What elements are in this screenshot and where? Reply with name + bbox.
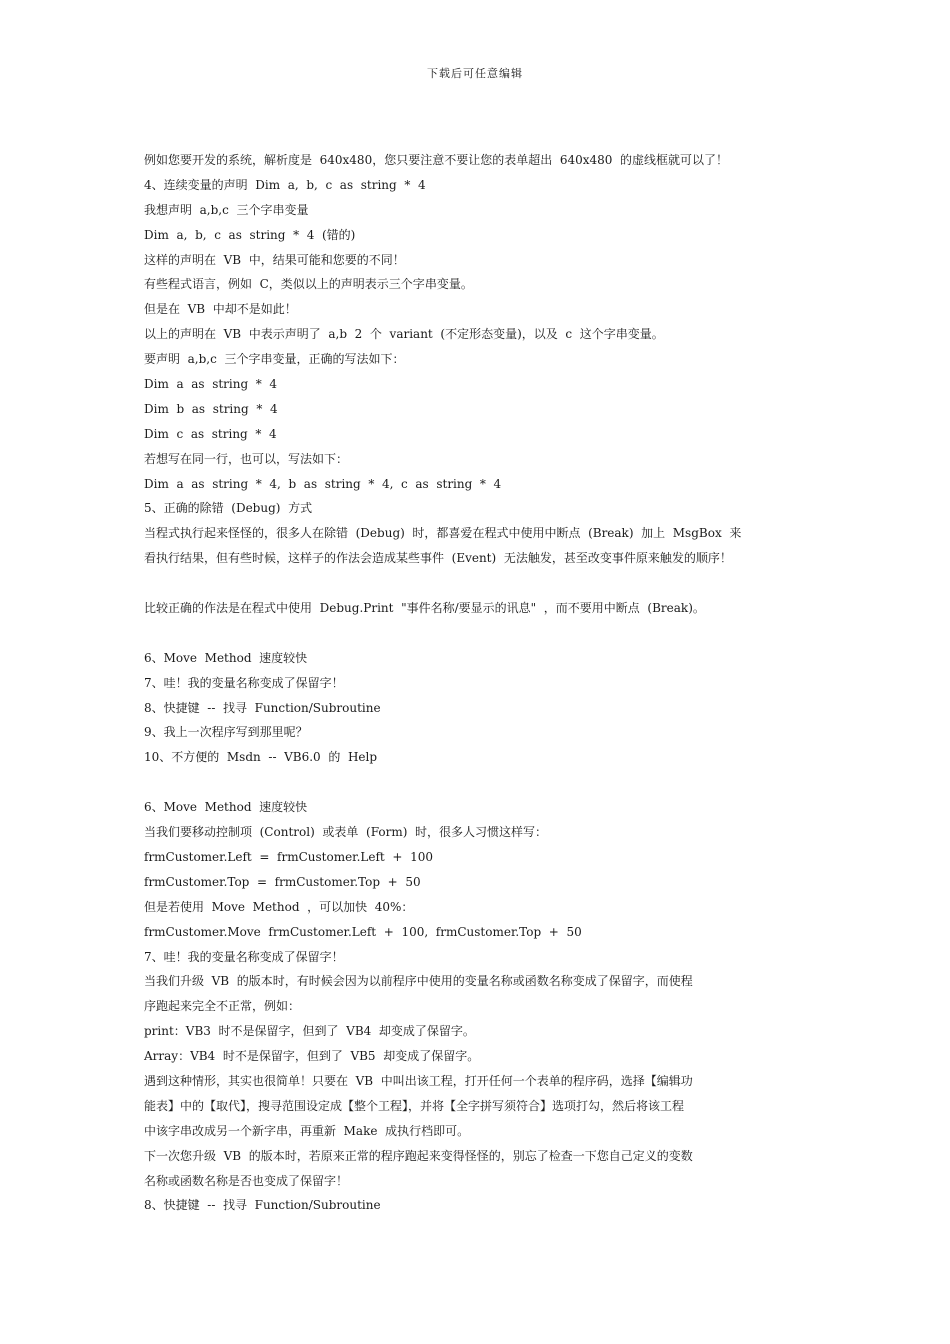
section-heading: 8、快捷键 -- 找寻 Function/Subroutine <box>144 1198 381 1213</box>
code-line: frmCustomer.Top = frmCustomer.Top + 50 <box>144 874 421 889</box>
text-line: 要声明 a,b,c 三个字串变量，正确的写法如下： <box>144 352 405 367</box>
text-line: 当我们升级 VB 的版本时，有时候会因为以前程序中使用的变量名称或函数名称变成了保留字，而使程 <box>144 974 693 989</box>
blank-line <box>144 571 874 596</box>
section-heading: 4、连续变量的声明 Dim a, b, c as string * 4 <box>144 177 426 192</box>
text-line: 若想写在同一行，也可以，写法如下： <box>144 451 349 466</box>
text-line: 序跑起来完全不正常，例如： <box>144 999 301 1014</box>
text-line: 能表】中的【取代】，搜寻范围设定成【整个工程】，并将【全字拼写须符合】选项打勾，然后将该工程 <box>144 1098 685 1113</box>
text-line: 中该字串改成另一个新字串，再重新 Make 成执行档即可。 <box>144 1123 470 1138</box>
toc-item: 8、快捷键 -- 找寻 Function/Subroutine <box>144 700 381 715</box>
text-line: 我想声明 a,b,c 三个字串变量 <box>144 202 309 217</box>
code-line: Dim a as string * 4 <box>144 377 278 392</box>
text-line: 但是若使用 Move Method ，可以加快 40%： <box>144 899 414 914</box>
toc-item: 7、哇！我的变量名称变成了保留字！ <box>144 675 344 690</box>
text-line: 这样的声明在 VB 中，结果可能和您要的不同！ <box>144 252 405 267</box>
section-heading: 7、哇！我的变量名称变成了保留字！ <box>144 949 344 964</box>
code-line: Dim a, b, c as string * 4 (错的) <box>144 227 356 242</box>
code-line: Dim c as string * 4 <box>144 426 277 441</box>
blank-line <box>144 770 874 795</box>
text-line: 下一次您升级 VB 的版本时，若原来正常的程序跑起来变得怪怪的，别忘了检查一下您自己定义的变数 <box>144 1148 693 1163</box>
blank-line <box>144 621 874 646</box>
section-heading: 5、正确的除错 (Debug) 方式 <box>144 501 313 516</box>
toc-item: 9、我上一次程序写到那里呢？ <box>144 725 308 740</box>
text-line: 当我们要移动控制项 (Control) 或表单 (Form) 时，很多人习惯这样写： <box>144 825 548 840</box>
code-line: Dim a as string * 4, b as string * 4, c as string * 4 <box>144 476 502 491</box>
code-line: frmCustomer.Left = frmCustomer.Left + 100 <box>144 849 433 864</box>
text-line: 例如您要开发的系统，解析度是 640x480，您只要注意不要让您的表单超出 640x480 的虚线框就可以了！ <box>144 153 729 167</box>
text-line: 看执行结果，但有些时候，这样子的作法会造成某些事件 (Event) 无法触发，甚至改变事件原来触发的顺序！ <box>144 551 732 566</box>
text-line: 但是在 VB 中却不是如此！ <box>144 302 297 317</box>
text-line: 遇到这种情形，其实也很简单！只要在 VB 中叫出该工程，打开任何一个表单的程序码，选择【编辑功 <box>144 1073 693 1088</box>
code-line: frmCustomer.Move frmCustomer.Left + 100, frmCustomer.Top + 50 <box>144 924 582 939</box>
text-line: print：VB3 时不是保留字，但到了 VB4 却变成了保留字。 <box>144 1024 475 1039</box>
code-line: Dim b as string * 4 <box>144 401 278 416</box>
text-line: 有些程式语言，例如 C，类似以上的声明表示三个字串变量。 <box>144 277 473 292</box>
toc-item: 6、Move Method 速度较快 <box>144 650 308 665</box>
text-line: 比较正确的作法是在程式中使用 Debug.Print "事件名称/要显示的讯息" ，而不要用中断点 (Break)。 <box>144 601 705 616</box>
document-body <box>144 148 874 1218</box>
page-header: 下载后可任意编辑 <box>427 67 523 80</box>
text-line: 名称或函数名称是否也变成了保留字！ <box>144 1173 349 1188</box>
text-line: Array：VB4 时不是保留字，但到了 VB5 却变成了保留字。 <box>144 1049 480 1064</box>
text-line: 以上的声明在 VB 中表示声明了 a,b 2 个 variant (不定形态变量)，以及 c 这个字串变量。 <box>144 327 664 342</box>
text-line: 当程式执行起来怪怪的，很多人在除错 (Debug) 时，都喜爱在程式中使用中断点 (Break) 加上 MsgBox 来 <box>144 526 742 541</box>
toc-item: 10、不方便的 Msdn -- VB6.0 的 Help <box>144 750 378 765</box>
section-heading: 6、Move Method 速度较快 <box>144 800 308 815</box>
